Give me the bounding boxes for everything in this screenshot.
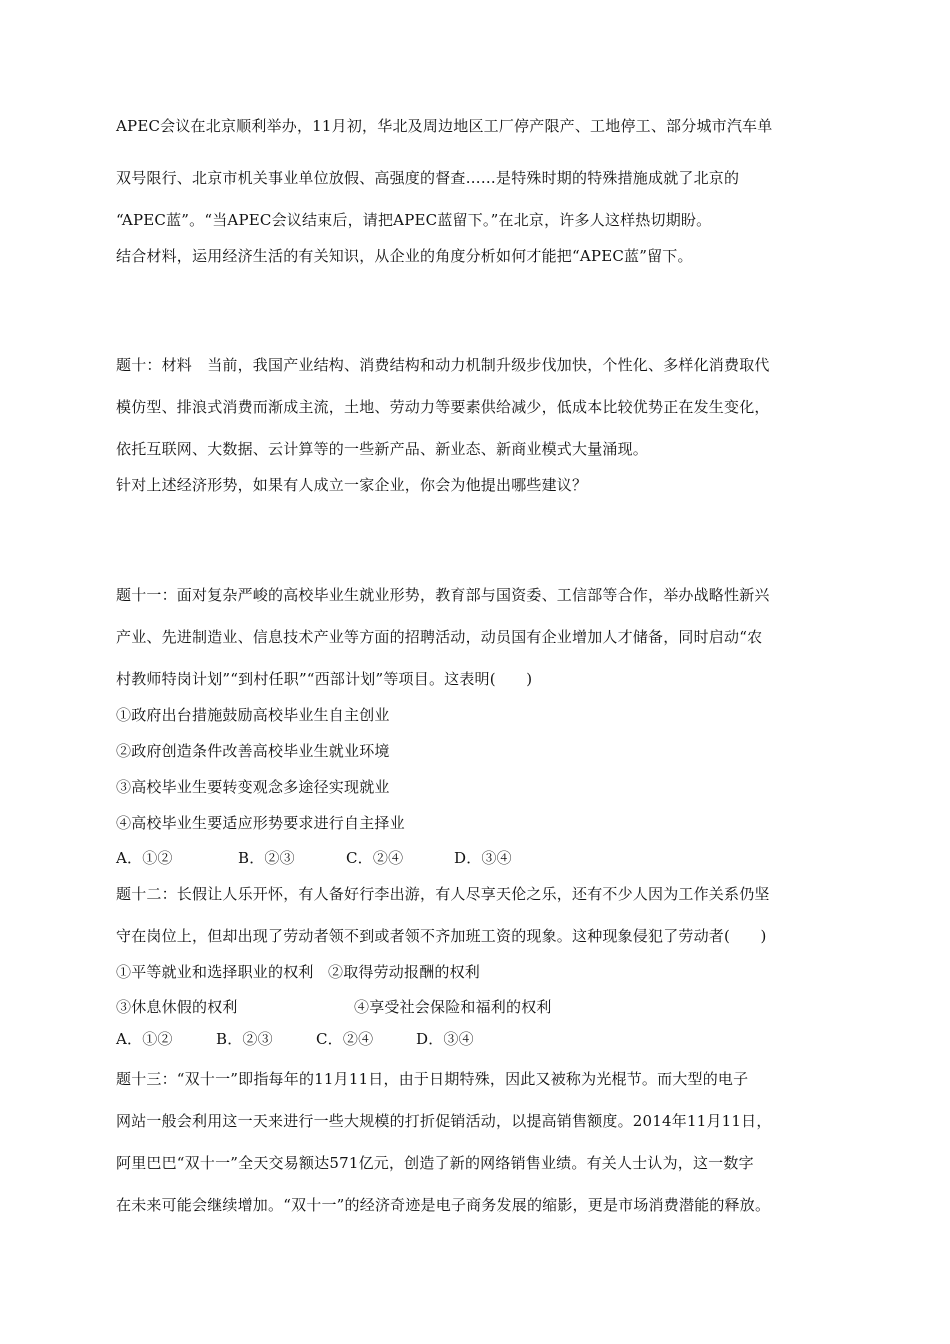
q11-item-2: ②政府创造条件改善高校毕业生就业环境	[116, 742, 390, 760]
apec-paragraph-line-3: “APEC蓝”。“当APEC会议结束后，请把APEC蓝留下。”在北京，许多人这样热切期盼。	[116, 211, 712, 229]
q12-options	[116, 1029, 474, 1049]
apec-question: 结合材料，运用经济生活的有关知识，从企业的角度分析如何才能把“APEC蓝”留下。	[116, 247, 693, 265]
q11-option-b[interactable]: B．②③	[238, 849, 295, 867]
q11-item-3: ③高校毕业生要转变观念多途径实现就业	[116, 778, 390, 796]
q10-line-1: 题十：材料 当前，我国产业结构、消费结构和动力机制升级步伐加快，个性化、多样化消费取代	[116, 356, 770, 374]
apec-paragraph-line-2: 双号限行、北京市机关事业单位放假、高强度的督查……是特殊时期的特殊措施成就了北京的	[116, 169, 740, 187]
q12-option-c[interactable]: C．②④	[316, 1030, 374, 1048]
apec-paragraph-line-1: APEC会议在北京顺利举办，11月初，华北及周边地区工厂停产限产、工地停工、部分城市汽车单	[116, 117, 773, 135]
q12-items-row-1	[116, 962, 480, 982]
q13-line-4: 在未来可能会继续增加。“双十一”的经济奇迹是电子商务发展的缩影，更是市场消费潜能的释放。	[116, 1196, 771, 1214]
q12-option-b[interactable]: B．②③	[216, 1030, 273, 1048]
q11-option-a[interactable]: A．①②	[116, 849, 173, 867]
q11-line-2: 产业、先进制造业、信息技术产业等方面的招聘活动，动员国有企业增加人才储备，同时启动“农	[116, 628, 763, 646]
q12-line-1: 题十二：长假让人乐开怀，有人备好行李出游，有人尽享天伦之乐，还有不少人因为工作关系仍坚	[116, 885, 770, 903]
q11-item-4: ④高校毕业生要适应形势要求进行自主择业	[116, 814, 405, 832]
q11-option-c[interactable]: C．②④	[346, 849, 404, 867]
q11-option-d[interactable]: D．③④	[454, 849, 512, 867]
q11-item-1: ①政府出台措施鼓励高校毕业生自主创业	[116, 706, 390, 724]
q10-line-2: 模仿型、排浪式消费而渐成主流，土地、劳动力等要素供给减少，低成本比较优势正在发生变化，	[116, 398, 770, 416]
q11-options	[116, 848, 512, 868]
q13-line-3: 阿里巴巴“双十一”全天交易额达571亿元，创造了新的网络销售业绩。有关人士认为，这一数字	[116, 1154, 754, 1172]
q12-option-d[interactable]: D．③④	[416, 1030, 474, 1048]
q13-line-1: 题十三：“双十一”即指每年的11月11日，由于日期特殊，因此又被称为光棍节。而大型的电子	[116, 1070, 749, 1088]
q12-item-4: ④享受社会保险和福利的权利	[354, 998, 552, 1016]
q12-items-row-2	[116, 997, 552, 1017]
q12-item-1: ①平等就业和选择职业的权利	[116, 963, 314, 981]
q12-item-3: ③休息休假的权利	[116, 998, 238, 1016]
q10-question: 针对上述经济形势，如果有人成立一家企业，你会为他提出哪些建议？	[116, 476, 588, 494]
q12-item-2: ②取得劳动报酬的权利	[328, 963, 481, 981]
q11-line-3: 村教师特岗计划”“到村任职”“西部计划”等项目。这表明( )	[116, 670, 533, 688]
q12-option-a[interactable]: A．①②	[116, 1030, 173, 1048]
q13-line-2: 网站一般会利用这一天来进行一些大规模的打折促销活动，以提高销售额度。2014年11月11日，	[116, 1112, 772, 1130]
q11-line-1: 题十一：面对复杂严峻的高校毕业生就业形势，教育部与国资委、工信部等合作，举办战略性新兴	[116, 586, 770, 604]
q12-line-2: 守在岗位上，但却出现了劳动者领不到或者领不齐加班工资的现象。这种现象侵犯了劳动者( )	[116, 927, 767, 945]
q10-line-3: 依托互联网、大数据、云计算等的一些新产品、新业态、新商业模式大量涌现。	[116, 440, 649, 458]
